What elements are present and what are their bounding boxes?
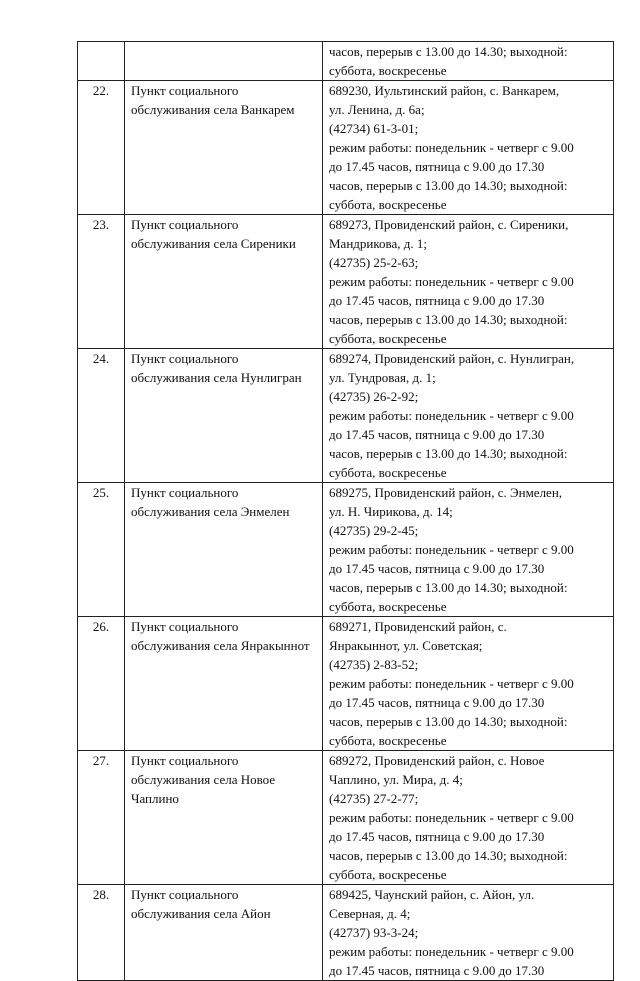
service-point-name: Пункт социального обслуживания села Энмелен — [125, 483, 323, 617]
details-line: до 17.45 часов, пятница с 9.00 до 17.30 — [329, 561, 545, 576]
details-line: суббота, воскресенье — [329, 331, 447, 346]
service-point-name: Пункт социального обслуживания села Янракыннот — [125, 617, 323, 751]
details-line: режим работы: понедельник - четверг с 9.00 — [329, 676, 574, 691]
details-line: (42735) 25-2-63; — [329, 255, 419, 270]
service-point-name — [125, 42, 323, 81]
details-line: Янракыннот, ул. Советская; — [329, 638, 483, 653]
service-point-details — [323, 81, 614, 215]
row-number: 27. — [78, 751, 125, 885]
details-line: ул. Н. Чирикова, д. 14; — [329, 504, 453, 519]
service-point-name: Пункт социального обслуживания села Нунлигран — [125, 349, 323, 483]
details-line: ул. Ленина, д. 6а; — [329, 102, 425, 117]
service-point-details — [323, 617, 614, 751]
details-line: часов, перерыв с 13.00 до 14.30; выходной: — [329, 178, 568, 193]
details-line: режим работы: понедельник - четверг с 9.00 — [329, 408, 574, 423]
details-line: 689230, Иультинский район, с. Ванкарем, — [329, 83, 560, 98]
details-line: 689275, Провиденский район, с. Энмелен, — [329, 485, 563, 500]
table-row — [78, 885, 614, 981]
details-line: часов, перерыв с 13.00 до 14.30; выходной: — [329, 714, 568, 729]
details-line: часов, перерыв с 13.00 до 14.30; выходной: — [329, 580, 568, 595]
details-line: (42737) 93-3-24; — [329, 925, 419, 940]
service-point-name: Пункт социального обслуживания села Айон — [125, 885, 323, 981]
details-line: суббота, воскресенье — [329, 197, 447, 212]
details-line: 689425, Чаунский район, с. Айон, ул. — [329, 887, 535, 902]
table-row — [78, 215, 614, 349]
service-points-table — [77, 41, 614, 981]
service-point-details — [323, 42, 614, 81]
table-row — [78, 617, 614, 751]
details-line: до 17.45 часов, пятница с 9.00 до 17.30 — [329, 427, 545, 442]
details-line: Мандрикова, д. 1; — [329, 236, 427, 251]
details-line: часов, перерыв с 13.00 до 14.30; выходной: — [329, 848, 568, 863]
details-line: ул. Тундровая, д. 1; — [329, 370, 436, 385]
details-line: режим работы: понедельник - четверг с 9.00 — [329, 274, 574, 289]
service-point-name: Пункт социального обслуживания села Ванкарем — [125, 81, 323, 215]
details-line: до 17.45 часов, пятница с 9.00 до 17.30 — [329, 695, 545, 710]
service-point-name: Пункт социального обслуживания села Новое Чаплино — [125, 751, 323, 885]
details-line: Чаплино, ул. Мира, д. 4; — [329, 772, 463, 787]
details-line: до 17.45 часов, пятница с 9.00 до 17.30 — [329, 159, 545, 174]
row-number: 26. — [78, 617, 125, 751]
details-line: режим работы: понедельник - четверг с 9.00 — [329, 944, 574, 959]
details-line: суббота, воскресенье — [329, 465, 447, 480]
table-row — [78, 42, 614, 81]
table-row — [78, 751, 614, 885]
details-line: режим работы: понедельник - четверг с 9.00 — [329, 542, 574, 557]
service-point-name: Пункт социального обслуживания села Сиреники — [125, 215, 323, 349]
row-number: 25. — [78, 483, 125, 617]
row-number: 23. — [78, 215, 125, 349]
row-number: 28. — [78, 885, 125, 981]
details-line: 689274, Провиденский район, с. Нунлигран, — [329, 351, 575, 366]
details-line: (42735) 26-2-92; — [329, 389, 419, 404]
table-row — [78, 349, 614, 483]
row-number: 22. — [78, 81, 125, 215]
details-line: режим работы: понедельник - четверг с 9.00 — [329, 140, 574, 155]
details-line: (42735) 27-2-77; — [329, 791, 419, 806]
details-line: суббота, воскресенье — [329, 733, 447, 748]
details-line: до 17.45 часов, пятница с 9.00 до 17.30 — [329, 963, 545, 978]
details-line: суббота, воскресенье — [329, 599, 447, 614]
details-line: 689273, Провиденский район, с. Сиреники, — [329, 217, 569, 232]
table-row — [78, 81, 614, 215]
row-number — [78, 42, 125, 81]
table-body — [78, 42, 614, 981]
details-line: часов, перерыв с 13.00 до 14.30; выходной: — [329, 446, 568, 461]
table-row — [78, 483, 614, 617]
row-number: 24. — [78, 349, 125, 483]
details-line: режим работы: понедельник - четверг с 9.00 — [329, 810, 574, 825]
service-point-details — [323, 215, 614, 349]
details-line: Северная, д. 4; — [329, 906, 411, 921]
details-line: 689272, Провиденский район, с. Новое — [329, 753, 545, 768]
details-line: суббота, воскресенье — [329, 867, 447, 882]
details-line: часов, перерыв с 13.00 до 14.30; выходной: — [329, 44, 568, 59]
details-line: суббота, воскресенье — [329, 63, 447, 78]
service-point-details — [323, 885, 614, 981]
details-line: до 17.45 часов, пятница с 9.00 до 17.30 — [329, 293, 545, 308]
details-line: (42735) 2-83-52; — [329, 657, 419, 672]
service-point-details — [323, 349, 614, 483]
details-line: часов, перерыв с 13.00 до 14.30; выходной: — [329, 312, 568, 327]
details-line: (42734) 61-3-01; — [329, 121, 419, 136]
details-line: 689271, Провиденский район, с. — [329, 619, 507, 634]
details-line: до 17.45 часов, пятница с 9.00 до 17.30 — [329, 829, 545, 844]
service-point-details — [323, 483, 614, 617]
service-point-details — [323, 751, 614, 885]
details-line: (42735) 29-2-45; — [329, 523, 419, 538]
